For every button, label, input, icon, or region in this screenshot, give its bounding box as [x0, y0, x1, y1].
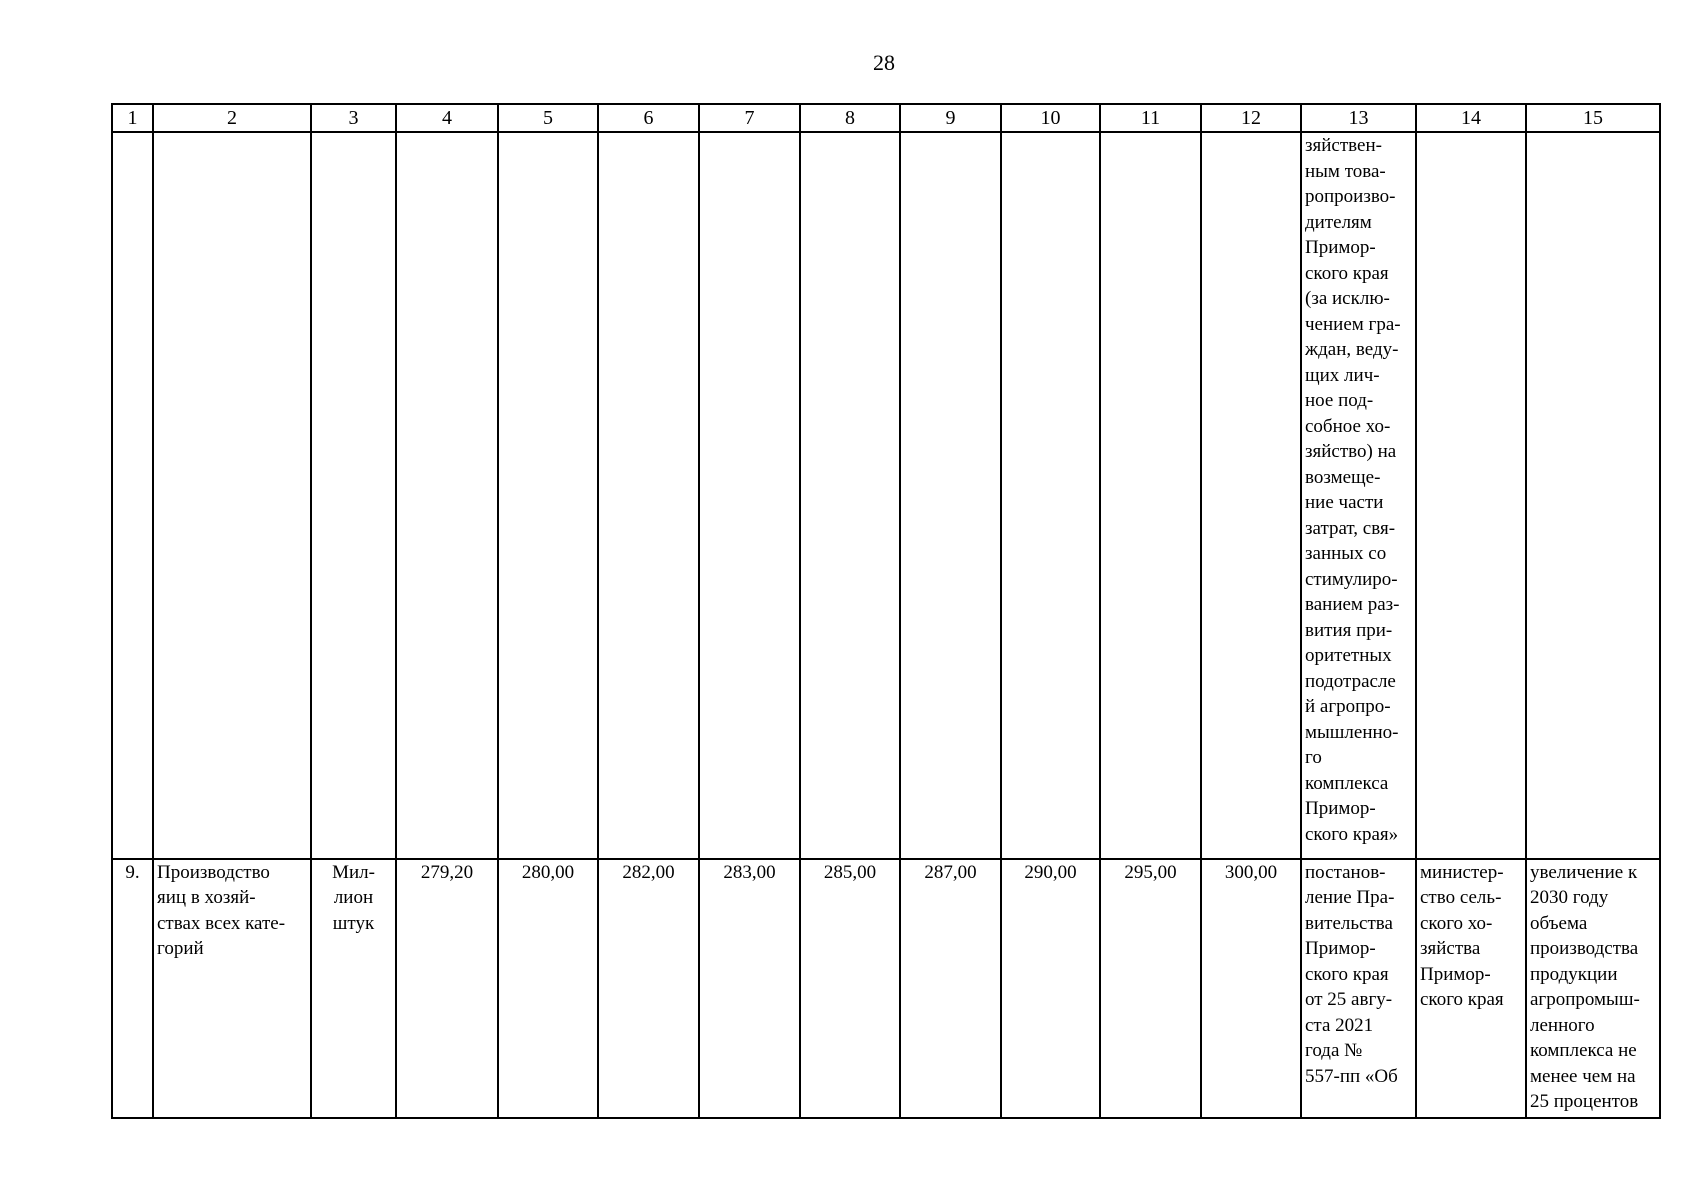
- indicator-name: Производство яиц в хозяй- ствах всех кате- горий: [153, 859, 311, 1118]
- responsible-cell: министер- ство сель- ского хо- зяйства Примор- ского края: [1416, 859, 1526, 1118]
- empty-cell: [900, 132, 1001, 858]
- header-cell: 7: [699, 104, 800, 132]
- header-cell: 3: [311, 104, 396, 132]
- value-cell: 290,00: [1001, 859, 1100, 1118]
- value-cell: 287,00: [900, 859, 1001, 1118]
- empty-cell: [1201, 132, 1301, 858]
- value-cell: 285,00: [800, 859, 900, 1118]
- header-cell: 8: [800, 104, 900, 132]
- header-cell: 2: [153, 104, 311, 132]
- empty-cell: [598, 132, 699, 858]
- empty-cell: [1526, 132, 1660, 858]
- header-cell: 11: [1100, 104, 1201, 132]
- result-cell: увеличение к 2030 году объема производства продукции агропромыш- ленного комплекса не менее чем на 25 процентов: [1526, 859, 1660, 1118]
- header-cell: 13: [1301, 104, 1416, 132]
- empty-cell: [311, 132, 396, 858]
- continuation-row: [112, 132, 1660, 858]
- unit-cell: Мил- лион штук: [311, 859, 396, 1118]
- document-cell: постанов- ление Пра- вительства Примор- ского края от 25 авгу- ста 2021 года № 557-пп «Об: [1301, 859, 1416, 1118]
- row-number: 9.: [112, 859, 153, 1118]
- table-row: [112, 859, 1660, 1118]
- header-cell: 9: [900, 104, 1001, 132]
- header-cell: 14: [1416, 104, 1526, 132]
- value-cell: 283,00: [699, 859, 800, 1118]
- empty-cell: [498, 132, 598, 858]
- empty-cell: [699, 132, 800, 858]
- page-number: 28: [873, 50, 895, 75]
- empty-cell: [800, 132, 900, 858]
- value-cell: 300,00: [1201, 859, 1301, 1118]
- document-continuation-cell: зяйствен- ным това- ропроизво- дителям Примор- ского края (за исклю- чением гра- ждан, веду- щих лич- ное под- собное хо- зяйство) на возмеще- ние части затрат, свя- занных со стимулиро- ванием раз- вития при- оритетных подотрасле й агропро- мышленно- го комплекса Примор- ского края»: [1301, 132, 1416, 858]
- value-cell: 282,00: [598, 859, 699, 1118]
- value-cell: 279,20: [396, 859, 498, 1118]
- empty-cell: [396, 132, 498, 858]
- data-table: [111, 103, 1661, 1119]
- header-cell: 6: [598, 104, 699, 132]
- empty-cell: [1001, 132, 1100, 858]
- header-row: [112, 104, 1660, 132]
- value-cell: 280,00: [498, 859, 598, 1118]
- empty-cell: [112, 132, 153, 858]
- empty-cell: [1100, 132, 1201, 858]
- empty-cell: [153, 132, 311, 858]
- header-cell: 15: [1526, 104, 1660, 132]
- value-cell: 295,00: [1100, 859, 1201, 1118]
- header-cell: 1: [112, 104, 153, 132]
- empty-cell: [1416, 132, 1526, 858]
- header-cell: 10: [1001, 104, 1100, 132]
- header-cell: 4: [396, 104, 498, 132]
- header-cell: 5: [498, 104, 598, 132]
- header-cell: 12: [1201, 104, 1301, 132]
